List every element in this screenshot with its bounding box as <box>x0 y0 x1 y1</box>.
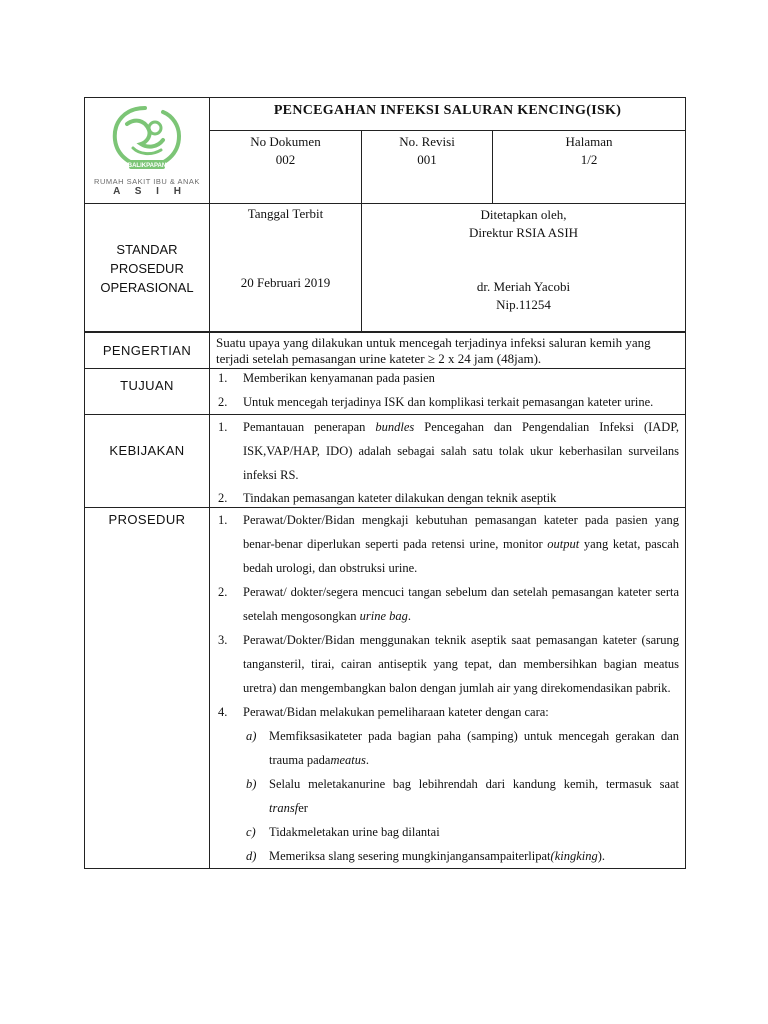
no-revisi-label: No. Revisi <box>399 134 455 149</box>
kebijakan-item-italic: bundles <box>375 420 415 434</box>
director-nip: Nip.11254 <box>496 297 551 312</box>
prosedur-label: PROSEDUR <box>85 508 210 869</box>
no-dokumen-value: 002 <box>275 152 296 167</box>
sub-list-item: d) Memeriksa slang sesering mungkinjangansampaiterlipat(kingking). <box>246 849 606 863</box>
pengertian-label: PENGERTIAN <box>85 332 210 369</box>
prosedur-item-text: Perawat/Bidan melakukan pemeliharaan kateter dengan cara: <box>243 705 549 719</box>
halaman-label: Halaman <box>565 134 613 149</box>
list-item: 1. Memberikan kenyamanan pada pasien <box>218 371 435 385</box>
sop-label-line: PROSEDUR <box>110 261 184 276</box>
prosedur-sub-text: ). <box>597 849 606 863</box>
prosedur-item-text: Perawat/Dokter/Bidan mengkaji kebutuhan pemasangan kateter pada pasien yang benar-benar diperlukan seperti pada retensi urine, monitor <box>243 513 680 551</box>
prosedur-sub-italic: transf <box>269 801 299 815</box>
sub-list-item: a) Memfiksasikateter pada bagian paha (samping) untuk mencegah gerakan dan trauma padameatus. <box>246 729 680 767</box>
prosedur-sub-text: Tidakmeletakan urine bag dilantai <box>269 825 440 839</box>
logo-badge-text: BALIKPAPAN <box>127 163 167 169</box>
director-name: dr. Meriah Yacobi <box>476 279 571 294</box>
sop-label-line: STANDAR <box>116 242 178 257</box>
document-title: PENCEGAHAN INFEKSI SALURAN KENCING(ISK) <box>210 98 686 131</box>
list-item: 1. Perawat/Dokter/Bidan mengkaji kebutuhan pemasangan kateter pada pasien yang benar-benar diperlukan seperti pada retensi urine, monitor output yang ketat, pascah bedah urologi, dan obstruksi urine. <box>218 513 680 575</box>
sub-list-item: c) Tidakmeletakan urine bag dilantai <box>246 825 440 839</box>
hospital-logo-cell <box>85 98 210 204</box>
tujuan-label: TUJUAN <box>85 369 210 415</box>
ditetapkan-cell <box>362 204 686 333</box>
list-item: 3. Perawat/Dokter/Bidan menggunakan teknik aseptik saat pemasangan kateter (sarung tangansteril, tirai, cairan antiseptik yang tepat, dan membersihkan bagian meatus uretra) dan mengembangkan balon dengan jumlah air yang direkomendasikan pabrik. <box>218 633 680 695</box>
prosedur-item-italic: output <box>547 537 580 551</box>
tujuan-content <box>210 369 686 415</box>
hospital-logo <box>105 104 189 176</box>
logo-name: A S I H <box>113 186 187 197</box>
sub-list-item: b) Selalu meletakanurine bag lebihrendah dari kandung kemih, termasuk saat transfer <box>246 777 680 815</box>
halaman-value: 1/2 <box>580 152 598 167</box>
list-item: 2. Untuk mencegah terjadinya ISK dan komplikasi terkait pemasangan kateter urine. <box>218 395 654 409</box>
pengertian-text: Suatu upaya yang dilakukan untuk mencegah terjadinya infeksi saluran kemih yang terjadi setelah pemasangan urine kateter ≥ 2 x 24 jam (48jam). <box>210 332 686 369</box>
tanggal-terbit-cell <box>210 204 362 333</box>
prosedur-sub-text: Selalu meletakanurine bag lebihrendah dari kandung kemih, termasuk saat <box>269 777 680 791</box>
kebijakan-item-text: Tindakan pemasangan kateter dilakukan dengan teknik aseptik <box>243 491 557 505</box>
list-item: 2. Tindakan pemasangan kateter dilakukan dengan teknik aseptik <box>218 491 557 505</box>
sop-label-line: OPERASIONAL <box>100 280 194 295</box>
kebijakan-item-text: Pemantauan penerapan <box>243 420 376 434</box>
list-item: 1. Pemantauan penerapan bundles Pencegahan dan Pengendalian Infeksi (IADP, ISK,VAP/HAP, IDO) adalah sebagai salah satu tolak ukur keberhasilan surveilans infeksi RS. <box>218 420 680 482</box>
ditetapkan-role: Direktur RSIA ASIH <box>468 225 579 240</box>
prosedur-item-text: yang ketat, pascah bedah urologi, dan obstruksi urine. <box>243 537 680 575</box>
prosedur-item-text: Perawat/ dokter/segera mencuci tangan sebelum dan setelah pemasangan kateter serta setelah mengosongkan <box>243 585 680 623</box>
tujuan-item-text: Untuk mencegah terjadinya ISK dan komplikasi terkait pemasangan kateter urine. <box>243 395 654 409</box>
ditetapkan-label: Ditetapkan oleh, <box>480 207 567 222</box>
no-revisi-value: 001 <box>417 152 437 167</box>
prosedur-sub-italic: meatus <box>330 753 366 767</box>
no-dokumen-cell <box>210 131 362 204</box>
kebijakan-content <box>210 415 686 508</box>
list-item: 2. Perawat/ dokter/segera mencuci tangan sebelum dan setelah pemasangan kateter serta setelah mengosongkan urine bag. <box>218 585 680 623</box>
no-dokumen-label: No Dokumen <box>250 134 321 149</box>
sop-table <box>84 97 686 869</box>
prosedur-sub-italic: (kingking <box>550 849 598 863</box>
kebijakan-label: KEBIJAKAN <box>85 415 210 508</box>
prosedur-sub-text: . <box>365 753 369 767</box>
tujuan-item-text: Memberikan kenyamanan pada pasien <box>243 371 435 385</box>
prosedur-item-text: Perawat/Dokter/Bidan menggunakan teknik aseptik saat pemasangan kateter (sarung tangansteril, tirai, cairan antiseptik yang tepat, dan membersihkan bagian meatus uretra) dan mengembangkan balon dengan jumlah air yang direkomendasikan pabrik. <box>243 633 680 695</box>
prosedur-item-text: . <box>407 609 412 623</box>
halaman-cell <box>493 131 686 204</box>
prosedur-sub-text: Memeriksa slang sesering mungkinjangansampaiterlipat <box>269 849 551 863</box>
tanggal-terbit-value: 20 Februari 2019 <box>240 275 331 290</box>
prosedur-sub-text: Memfiksasikateter pada bagian paha (samping) untuk mencegah gerakan dan trauma pada <box>269 729 680 767</box>
kebijakan-item-text: Pencegahan dan Pengendalian Infeksi (IADP, ISK,VAP/HAP, IDO) adalah sebagai salah satu tolak ukur keberhasilan surveilans infeksi RS. <box>243 420 680 482</box>
prosedur-content <box>210 508 686 869</box>
list-item: 4. Perawat/Bidan melakukan pemeliharaan kateter dengan cara: a) Memfiksasikateter pada bagian paha (samping) untuk mencegah gerakan dan trauma padameatus. b) Selalu meletakanurine bag lebihrendah dari kandung kemih, termasuk saat transfer c) Tidakmeletakan urine bag dilantai d) Memeriksa slang sesering mungkinjangansampaiterlipat(kingking). <box>216 700 679 868</box>
sop-label <box>85 204 210 333</box>
prosedur-item-italic: urine bag <box>359 609 408 623</box>
logo-subtitle: RUMAH SAKIT IBU & ANAK <box>94 177 200 186</box>
tanggal-terbit-label: Tanggal Terbit <box>247 206 324 221</box>
prosedur-sub-text: er <box>298 801 308 815</box>
no-revisi-cell <box>362 131 493 204</box>
